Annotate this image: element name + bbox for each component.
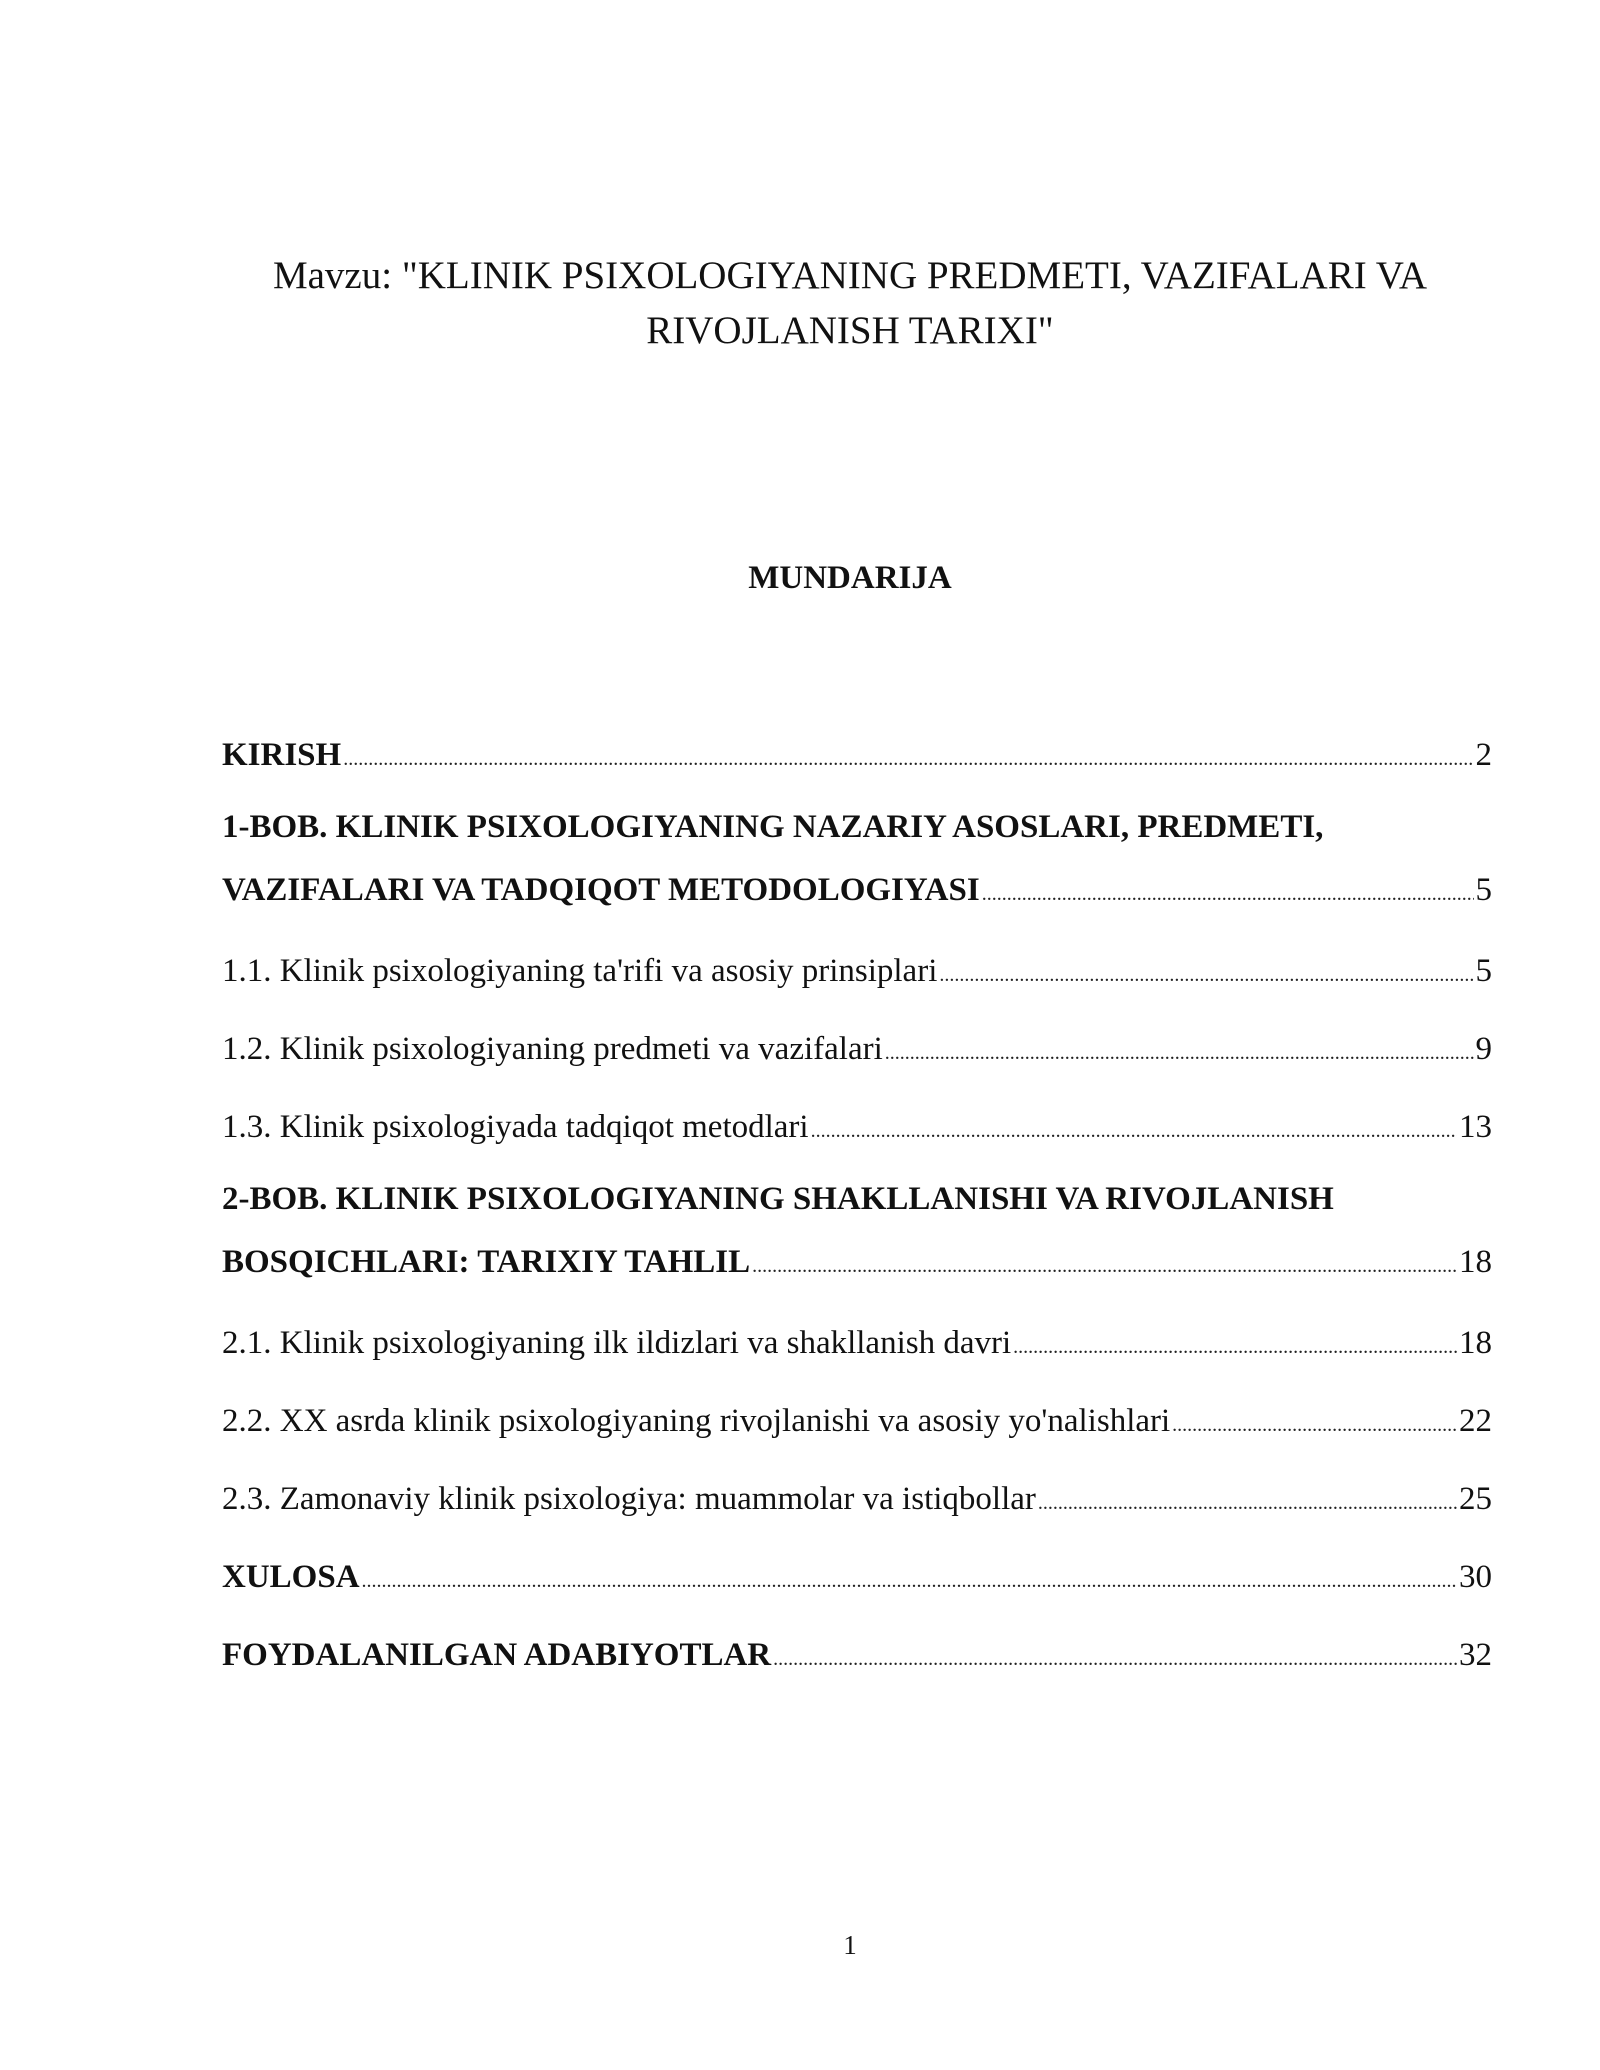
toc-page-number: 25: [1459, 1481, 1492, 1517]
toc-leader: [811, 1100, 1457, 1163]
toc-page-number: 18: [1459, 1244, 1492, 1280]
toc-page-number: 22: [1459, 1403, 1492, 1439]
toc-entry-chapter-1: [222, 796, 1492, 926]
toc-entry-1-1: [222, 940, 1492, 1007]
toc-label: 1.3. Klinik psixologiyada tadqiqot metodlari: [222, 1109, 809, 1145]
toc-heading: MUNDARIJA: [748, 560, 952, 596]
toc-label: 2.3. Zamonaviy klinik psixologiya: muammolar va istiqbollar: [222, 1481, 1036, 1517]
toc-page-number: 13: [1459, 1109, 1492, 1145]
toc-page-number: 5: [1475, 872, 1492, 908]
toc-label: KIRISH: [222, 737, 342, 773]
toc-page-number: 5: [1475, 953, 1492, 989]
toc-label: VAZIFALARI VA TADQIQOT METODOLOGIYASI: [222, 872, 980, 908]
toc-label: 2.1. Klinik psixologiyaning ilk ildizlari va shakllanish davri: [222, 1325, 1012, 1361]
toc-entry-1-2: [222, 1018, 1492, 1085]
toc-label: FOYDALANILGAN ADABIYOTLAR: [222, 1637, 772, 1673]
toc-entry-references: [222, 1624, 1492, 1691]
toc-entry-chapter-2: [222, 1168, 1492, 1298]
title-line-1: Mavzu: "KLINIK PSIXOLOGIYANING PREDMETI, VAZIFALARI VA: [272, 254, 1428, 297]
page-number: 1: [843, 1930, 857, 1960]
toc-label: BOSQICHLARI: TARIXIY TAHLIL: [222, 1244, 751, 1280]
toc-entry-xulosa: [222, 1546, 1492, 1613]
toc-leader: [885, 1022, 1474, 1085]
toc-page-number: 9: [1475, 1031, 1492, 1067]
toc-label: XULOSA: [222, 1559, 360, 1595]
toc-label-line-1: 1-BOB. KLINIK PSIXOLOGIYANING NAZARIY ASOSLARI, PREDMETI,: [222, 809, 1324, 845]
toc-label: 1.2. Klinik psixologiyaning predmeti va vazifalari: [222, 1031, 883, 1067]
toc-leader: [1038, 1472, 1457, 1535]
toc-leader: [1172, 1394, 1457, 1457]
toc-leader: [982, 863, 1474, 926]
toc-entry-1-3: [222, 1096, 1492, 1163]
title-line-2: RIVOJLANISH TARIXI": [646, 309, 1054, 352]
toc-label: 2.2. XX asrda klinik psixologiyaning rivojlanishi va asosiy yo'nalishlari: [222, 1403, 1171, 1439]
toc-leader: [343, 728, 1473, 791]
toc-entry-2-3: [222, 1468, 1492, 1535]
toc-leader: [752, 1235, 1457, 1298]
toc-page-number: 18: [1459, 1325, 1492, 1361]
toc-entry-kirish: [222, 724, 1492, 791]
document-title: [200, 248, 1500, 358]
toc-leader: [773, 1628, 1457, 1691]
toc-leader: [362, 1550, 1457, 1613]
toc-page-number: 2: [1475, 737, 1492, 773]
toc-label: 1.1. Klinik psixologiyaning ta'rifi va asosiy prinsiplari: [222, 953, 938, 989]
toc-leader: [1013, 1316, 1457, 1379]
toc-entry-2-2: [222, 1390, 1492, 1457]
toc-entry-2-1: [222, 1312, 1492, 1379]
toc-label-line-1: 2-BOB. KLINIK PSIXOLOGIYANING SHAKLLANISHI VA RIVOJLANISH: [222, 1181, 1334, 1217]
toc-leader: [939, 944, 1473, 1007]
toc-page-number: 32: [1459, 1637, 1492, 1673]
toc-page-number: 30: [1459, 1559, 1492, 1595]
